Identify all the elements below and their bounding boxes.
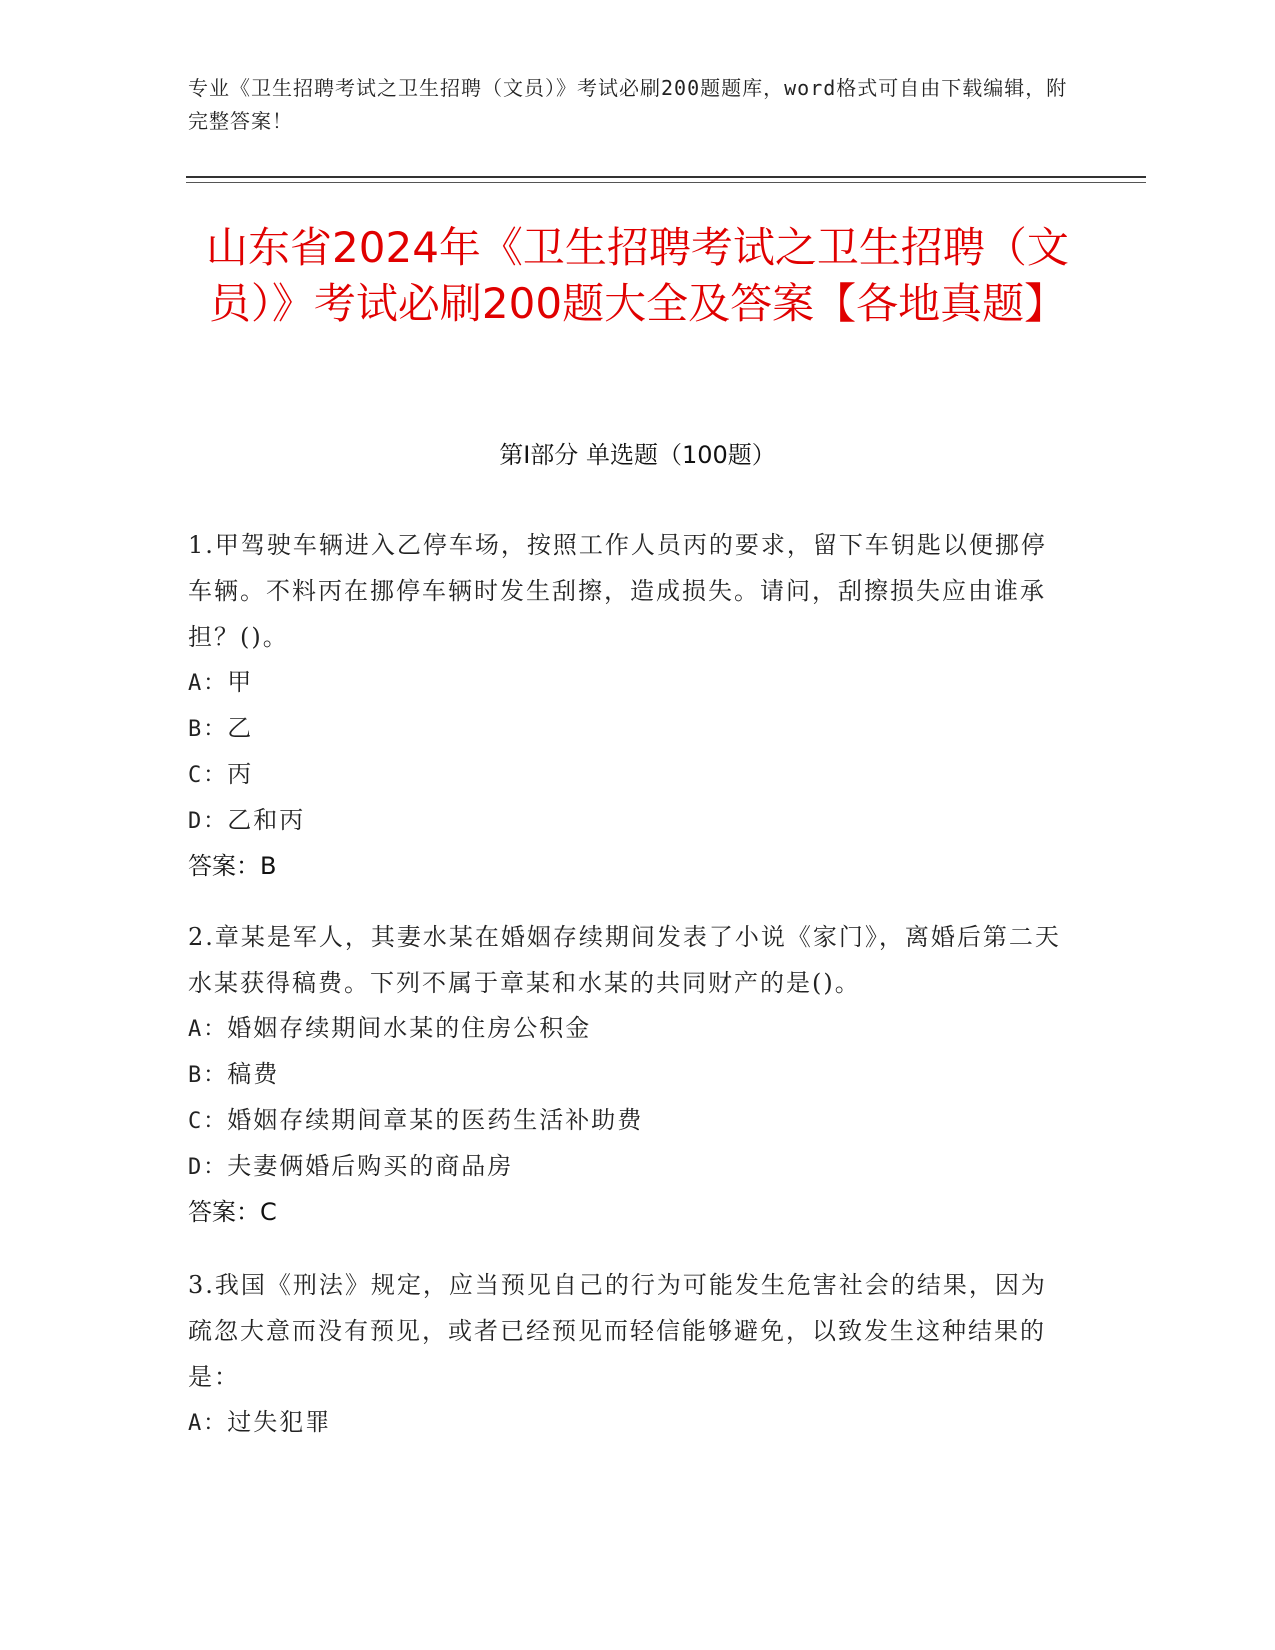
option-c xyxy=(188,752,1068,798)
option-key: A： xyxy=(188,671,228,696)
option-key: A： xyxy=(188,1411,228,1436)
option-key: B： xyxy=(188,1063,228,1088)
question-stem: 2.章某是军人，其妻水某在婚姻存续期间发表了小说《家门》，离婚后第二天水某获得稿费。下列不属于章某和水某的共同财产的是()。 xyxy=(188,923,1061,997)
question-2 xyxy=(188,914,1068,1235)
option-d xyxy=(188,1144,1068,1190)
question-stem: 1.甲驾驶车辆进入乙停车场，按照工作人员丙的要求，留下车钥匙以便挪停车辆。不料丙在挪停车辆时发生刮擦，造成损失。请问，刮擦损失应由谁承担？()。 xyxy=(188,531,1047,651)
option-key: A： xyxy=(188,1017,228,1042)
option-key: D： xyxy=(188,1155,228,1180)
question-3 xyxy=(188,1262,1068,1446)
header-divider-thin xyxy=(186,182,1146,183)
question-stem: 3.我国《刑法》规定，应当预见自己的行为可能发生危害社会的结果，因为疏忽大意而没有预见，或者已经预见而轻信能够避免，以致发生这种结果的是： xyxy=(188,1271,1047,1391)
option-text: 乙和丙 xyxy=(227,806,306,834)
option-a xyxy=(188,1006,1068,1052)
option-b xyxy=(188,706,1068,752)
option-c xyxy=(188,1098,1068,1144)
option-b xyxy=(188,1052,1068,1098)
option-a xyxy=(188,660,1068,706)
option-d xyxy=(188,798,1068,844)
header-divider xyxy=(186,176,1146,178)
option-a xyxy=(188,1400,1068,1446)
option-text: 乙 xyxy=(227,714,254,742)
option-key: C： xyxy=(188,1109,228,1134)
section-heading: 第Ⅰ部分 单选题（100题） xyxy=(499,441,776,469)
document-title: 山东省2024年《卫生招聘考试之卫生招聘（文员）》考试必刷200题大全及答案【各地真题】 xyxy=(206,223,1069,328)
option-text: 稿费 xyxy=(227,1060,280,1088)
option-key: C： xyxy=(188,763,228,788)
option-text: 夫妻俩婚后购买的商品房 xyxy=(227,1152,514,1180)
option-text: 婚姻存续期间章某的医药生活补助费 xyxy=(227,1106,644,1134)
option-key: B： xyxy=(188,717,228,742)
question-1 xyxy=(188,522,1068,889)
option-text: 婚姻存续期间水某的住房公积金 xyxy=(227,1014,592,1042)
option-text: 过失犯罪 xyxy=(227,1408,332,1436)
header-note: 专业《卫生招聘考试之卫生招聘（文员）》考试必刷200题题库，word格式可自由下载编辑，附完整答案！ xyxy=(188,76,1068,133)
option-text: 丙 xyxy=(227,760,254,788)
answer-line: 答案：C xyxy=(188,1198,277,1226)
option-key: D： xyxy=(188,809,228,834)
option-text: 甲 xyxy=(227,668,254,696)
answer-line: 答案：B xyxy=(188,852,277,880)
